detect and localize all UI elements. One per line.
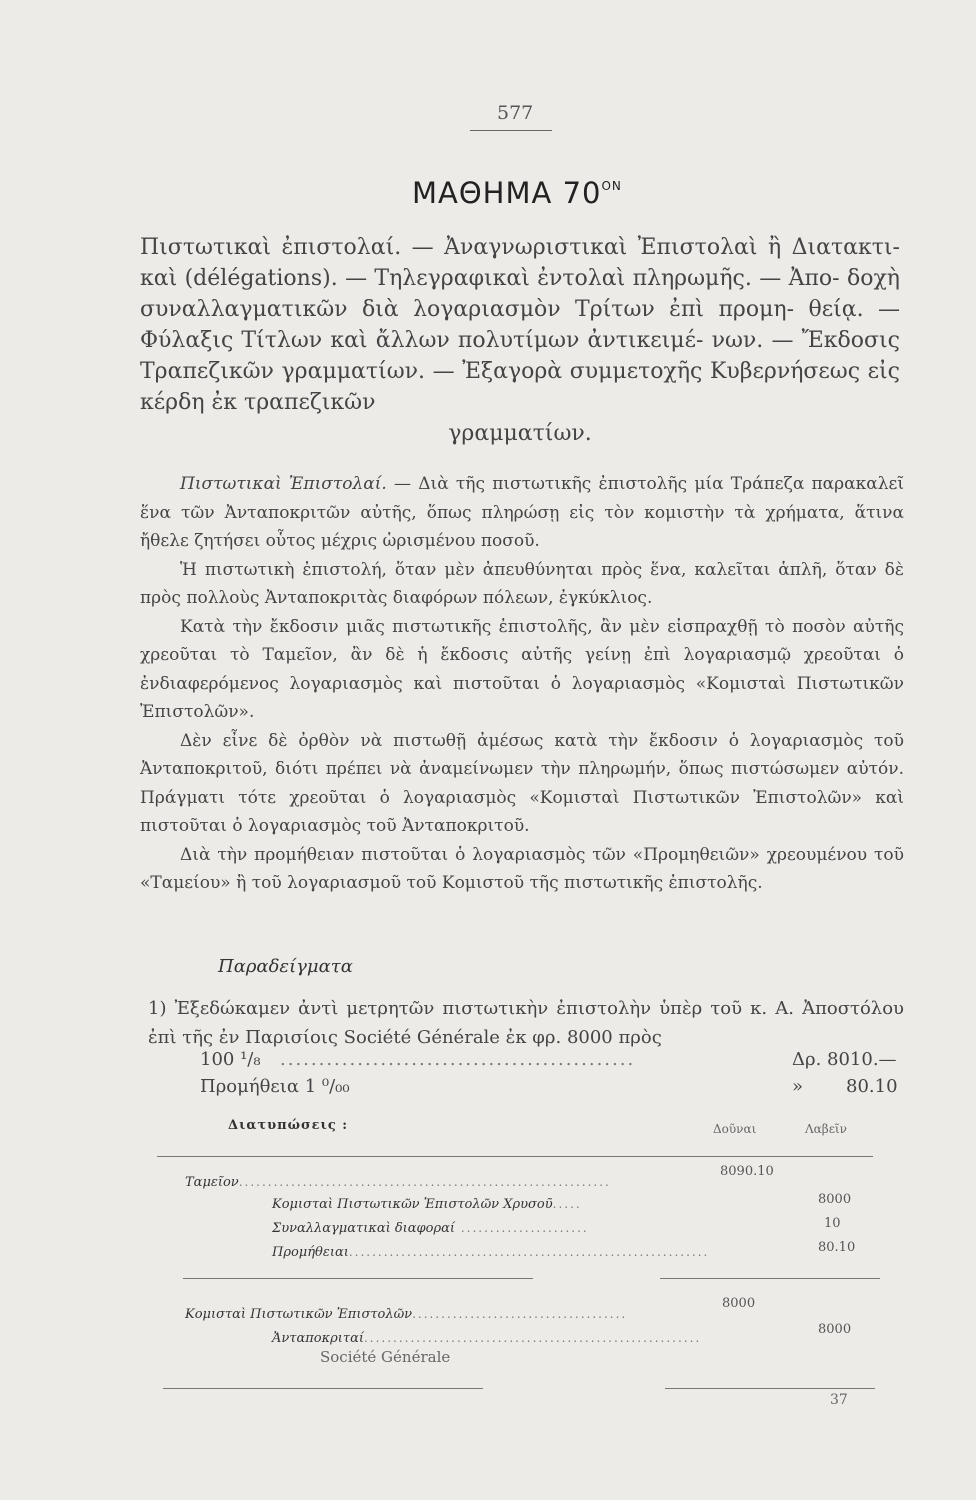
page-number-rule (470, 130, 552, 131)
account-name: Συναλλαγματικαὶ διαφοραί (272, 1221, 456, 1236)
summary-line: νων. — Ἔκδοσις Τραπεζικῶν γραμματίων. — Ἐξαγορὰ (140, 328, 900, 384)
lesson-summary (140, 232, 900, 449)
bottom-rule-left (163, 1388, 483, 1389)
dot-leader: .............................................. (280, 1049, 636, 1070)
summary-line: δοχὴ συναλλαγματικῶν διὰ λογαριασμὸν Τρίτων ἐπὶ προμη- (140, 266, 900, 322)
amount-credit: 8000 (818, 1192, 852, 1207)
dot-leader: .............................................................. (348, 1245, 710, 1259)
example-1-rate: 100 ¹/₈ (200, 1049, 261, 1070)
signature-mark: 37 (830, 1392, 848, 1408)
summary-line: καὶ (délégations). — Τηλεγραφικαὶ ἐντολαὶ πληρωμῆς. — Ἀπο- (140, 266, 840, 291)
amount-debit: 8090.10 (720, 1164, 774, 1179)
entry-divider-right (660, 1278, 880, 1279)
commission-marker: » (792, 1076, 804, 1097)
journal-row (185, 1302, 627, 1323)
summary-line: γραμματίων. (448, 421, 592, 446)
column-header-debit: Δοῦναι (713, 1122, 757, 1136)
dot-leader: .......................................................... (363, 1331, 702, 1345)
lesson-title (412, 176, 622, 210)
account-name: Προμήθειαι (272, 1245, 349, 1260)
paragraph-3: Κατὰ τὴν ἔκδοσιν μιᾶς πιστωτικῆς ἐπιστολῆς, ἂν μὲν εἰσπραχθῇ τὸ ποσὸν αὐτῆς χρεοῦται τὸ Ταμεῖον, ἂν δὲ ἡ ἔκδοσις αὐτῆς γείνῃ ἐπὶ λογαριασμῷ χρεοῦται ὁ ἐνδιαφερόμενος λογαριασμὸς καὶ πιστοῦται ὁ λογαριασμὸς «Κομισταὶ Πιστωτικῶν Ἐπιστολῶν». (140, 616, 904, 722)
paragraph-1-text: — Διὰ τῆς πιστωτικῆς ἐπιστολῆς μία Τράπεζα παρακαλεῖ ἕνα τῶν Ἀνταποκριτῶν αὐτῆς, ὅπως πληρώσῃ εἰς τὸν κομιστὴν τὰ χρήματα, ἅτινα ἤθελε ζητήσει οὗτος μέχρις ὡρισμένου ποσοῦ. (140, 474, 904, 551)
example-1-text: 1) Ἐξεδώκαμεν ἀντὶ μετρητῶν πιστωτικὴν ἐπιστολὴν ὑπὲρ τοῦ κ. Α. Ἀποστόλου ἐπὶ τῆς ἐν Παρισίοις Société Générale ἐκ φρ. 8000 πρὸς (148, 998, 904, 1048)
summary-line: Πιστωτικαὶ ἐπιστολαί. — Ἀναγνωριστικαὶ Ἐπιστολαὶ ἢ Διατακτι- (140, 235, 900, 260)
paragraph-1 (140, 470, 904, 556)
column-header-credit: Λαβεῖν (805, 1122, 847, 1136)
amount-credit: 80.10 (818, 1240, 856, 1255)
account-name: Κομισταὶ Πιστωτικῶν Ἐπιστολῶν Χρυσοῦ (272, 1197, 553, 1212)
dot-leader: ..................................... (412, 1307, 628, 1321)
lesson-title-text: ΜΑΘΗΜΑ 70 (412, 176, 602, 210)
paragraph-2: Ἡ πιστωτικὴ ἐπιστολή, ὅταν μὲν ἀπευθύνηται πρὸς ἕνα, καλεῖται ἁπλῆ, ὅταν δὲ πρὸς πολλοὺς Ἀνταποκριτὰς διαφόρων πόλεων, ἐγκύκλιος. (140, 559, 904, 608)
examples-heading: Παραδείγματα (218, 956, 353, 977)
account-name: Ταμεῖον (185, 1175, 239, 1190)
amount-credit: 8000 (818, 1322, 852, 1337)
page-number: 577 (497, 102, 534, 124)
lesson-title-sup: ΟΝ (601, 179, 622, 193)
journal-heading: Διατυπώσεις : (228, 1118, 349, 1133)
section-heading: Πιστωτικαὶ Ἐπιστολαί. (180, 474, 387, 494)
journal-row (272, 1326, 701, 1347)
body-text (140, 470, 904, 898)
commission-label: Προμήθεια 1 ⁰/₀₀ (200, 1076, 350, 1097)
amount-credit: 10 (824, 1216, 841, 1231)
summary-line: συμμετοχῆς Κυβερνήσεως εἰς κέρδη ἐκ τραπεζικῶν (140, 359, 900, 415)
journal-row (272, 1192, 582, 1213)
example-1-amount: Δρ. 8010.— (792, 1049, 897, 1070)
correspondent-note: Société Générale (320, 1348, 451, 1366)
journal-row-cash (185, 1170, 611, 1191)
amount-debit: 8000 (722, 1296, 756, 1311)
journal-row (272, 1240, 709, 1261)
bottom-rule-right (665, 1388, 875, 1389)
paragraph-4: Δὲν εἶνε δὲ ὀρθὸν νὰ πιστωθῇ ἀμέσως κατὰ τὴν ἔκδοσιν ὁ λογαριασμὸς τοῦ Ἀνταποκριτοῦ, διότι πρέπει νὰ ἀναμείνωμεν τὴν πληρωμήν, ὅπως πιστώσωμεν αὐτόν. Πράγματι τότε χρεοῦται ὁ λογαριασμὸς «Κομισταὶ Πιστωτικῶν Ἐπιστολῶν» καὶ πιστοῦται ὁ λογαριασμὸς τοῦ Ἀνταποκριτοῦ. (140, 730, 904, 836)
commission-amount: 80.10 (846, 1076, 898, 1097)
dot-leader: ...................... (455, 1221, 589, 1235)
account-name: Ἀνταποκριταί (272, 1331, 364, 1346)
entry-divider-left (183, 1278, 533, 1279)
dot-leader: ..... (552, 1197, 582, 1211)
journal-row (272, 1216, 589, 1237)
summary-line: θείᾳ. — Φύλαξις Τίτλων καὶ ἄλλων πολυτίμων ἀντικειμέ- (140, 297, 900, 353)
paragraph-5: Διὰ τὴν προμήθειαν πιστοῦται ὁ λογαριασμὸς τῶν «Προμηθειῶν» χρεουμένου τοῦ «Ταμείου» ἢ τοῦ λογαριασμοῦ τοῦ Κομιστοῦ τῆς πιστωτικῆς ἐπιστολῆς. (140, 844, 904, 893)
dot-leader: ................................................................ (238, 1175, 611, 1189)
account-name: Κομισταὶ Πιστωτικῶν Ἐπιστολῶν (185, 1307, 413, 1322)
journal-top-rule (157, 1156, 873, 1157)
